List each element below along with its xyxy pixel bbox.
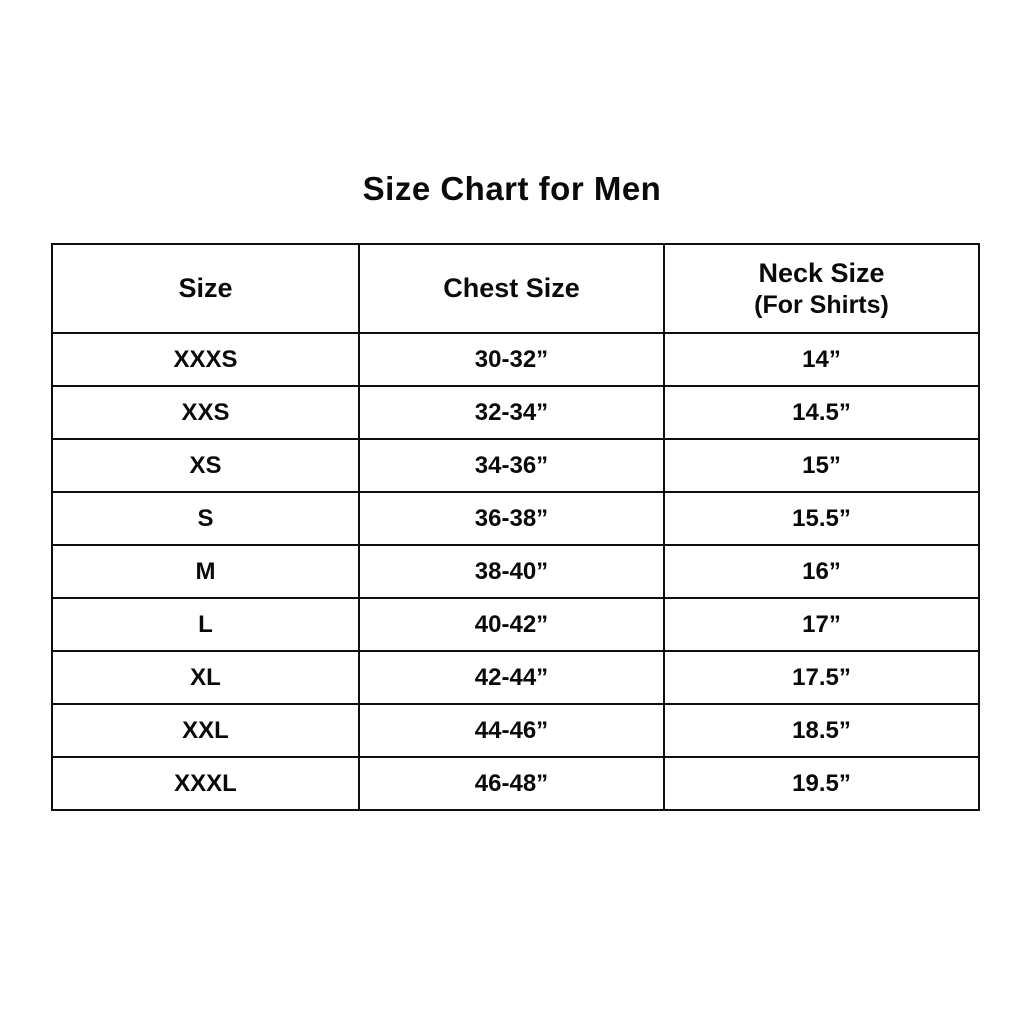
neck-size-cell: 16” [664, 545, 979, 598]
column-header-chest-size: Chest Size [359, 244, 664, 333]
page-title: Size Chart for Men [362, 170, 662, 207]
size-cell: M [52, 545, 359, 598]
chest-size-cell: 40-42” [359, 598, 664, 651]
neck-size-cell: 19.5” [664, 757, 979, 810]
table-row [52, 704, 979, 757]
neck-size-sublabel: (For Shirts) [754, 290, 889, 319]
chest-size-cell: 44-46” [359, 704, 664, 757]
size-cell: XXL [52, 704, 359, 757]
neck-size-label: Neck Size [758, 258, 885, 289]
chest-size-cell: 34-36” [359, 439, 664, 492]
neck-size-cell: 17” [664, 598, 979, 651]
chest-size-cell: 36-38” [359, 492, 664, 545]
table-header-row [52, 244, 979, 333]
neck-size-cell: 18.5” [664, 704, 979, 757]
size-cell: XXS [52, 386, 359, 439]
neck-size-cell: 15.5” [664, 492, 979, 545]
neck-size-cell: 14.5” [664, 386, 979, 439]
column-header-neck-size [664, 244, 979, 333]
table-row [52, 545, 979, 598]
chest-size-cell: 42-44” [359, 651, 664, 704]
size-cell: XS [52, 439, 359, 492]
table-row [52, 333, 979, 386]
chest-size-cell: 32-34” [359, 386, 664, 439]
column-header-size: Size [52, 244, 359, 333]
size-chart-table [51, 243, 980, 811]
neck-size-cell: 15” [664, 439, 979, 492]
table-row [52, 386, 979, 439]
size-cell: XXXS [52, 333, 359, 386]
chest-size-cell: 38-40” [359, 545, 664, 598]
table-row [52, 757, 979, 810]
size-cell: XXXL [52, 757, 359, 810]
table-row [52, 598, 979, 651]
size-cell: XL [52, 651, 359, 704]
size-cell: S [52, 492, 359, 545]
chest-size-cell: 46-48” [359, 757, 664, 810]
table-row [52, 492, 979, 545]
neck-size-cell: 17.5” [664, 651, 979, 704]
chest-size-cell: 30-32” [359, 333, 664, 386]
neck-size-cell: 14” [664, 333, 979, 386]
size-cell: L [52, 598, 359, 651]
table-row [52, 439, 979, 492]
table-row [52, 651, 979, 704]
